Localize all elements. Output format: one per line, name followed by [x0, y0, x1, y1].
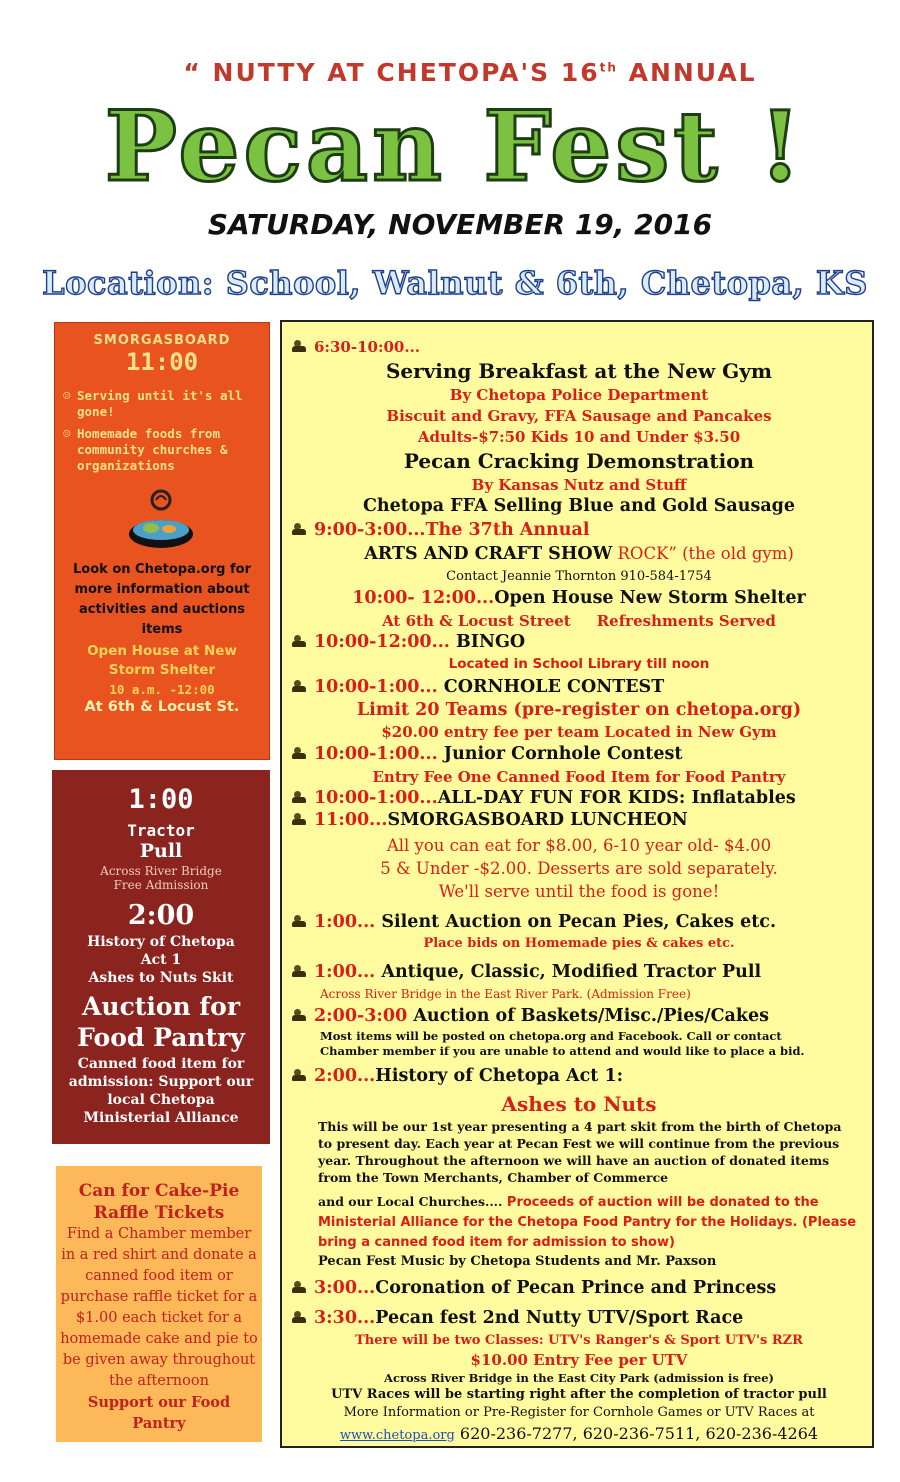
nut-icon: [292, 1008, 308, 1022]
item-time: 9:00-3:00...: [314, 520, 426, 540]
smorgasboard-heading: SMORGASBOARD: [93, 333, 231, 348]
history-line2: Act 1: [140, 952, 182, 968]
kicker-text: NUTTY AT CHETOPA'S 16: [212, 58, 600, 87]
schedule-item: [292, 520, 590, 540]
item-title: Open House New Storm Shelter: [494, 588, 806, 608]
raffle-heading1: Can for Cake-Pie: [78, 1181, 240, 1201]
item-detail: We'll serve until the food is gone!: [438, 882, 720, 901]
kicker-sup: th: [599, 60, 618, 75]
item-detail: 5 & Under -$2.00. Desserts are sold separately.: [380, 859, 778, 878]
item-time: 10:00-1:00...: [314, 677, 438, 697]
header-kicker: [140, 58, 800, 87]
storm-at: At 6th & Locust Street: [382, 612, 571, 630]
item-detail: More Information or Pre-Register for Cornhole Games or UTV Races at: [343, 1405, 815, 1420]
item-detail: There will be two Classes: UTV's Ranger's & Sport UTV's RZR: [355, 1333, 803, 1348]
item-title: Silent Auction on Pecan Pies, Cakes etc.: [375, 912, 777, 932]
tractor-box: [52, 770, 270, 1144]
item-subtitle: Ashes to Nuts: [501, 1092, 657, 1116]
arts-show: ARTS AND CRAFT SHOW: [364, 544, 613, 564]
tractor-time: 1:00: [128, 784, 194, 815]
item-title: Auction of Baskets/Misc./Pies/Cakes: [407, 1006, 769, 1026]
schedule-item: [292, 338, 420, 356]
item-detail: Located in School Library till noon: [448, 656, 710, 672]
item-title: The 37th Annual: [425, 520, 590, 540]
item-detail: [282, 612, 876, 630]
open-house-label: Open House at New Storm Shelter: [87, 643, 237, 678]
bullet-text: Serving until it's all gone!: [77, 388, 243, 419]
smorgasboard-box: [54, 322, 270, 760]
schedule-item: [292, 632, 525, 652]
open-house-place: At 6th & Locust St.: [84, 699, 240, 715]
storm-refreshments: Refreshments Served: [596, 612, 776, 630]
schedule-panel: [280, 320, 874, 1448]
item-time: 10:00-12:00...: [314, 632, 450, 652]
item-title: ALL-DAY FUN FOR KIDS: Inflatables: [437, 788, 796, 808]
item-detail: All you can eat for $8.00, 6-10 year old- $4.00: [386, 836, 772, 855]
item-time: 3:00...: [314, 1278, 376, 1298]
nut-icon: [292, 1068, 308, 1082]
schedule-item: [282, 588, 876, 608]
auction-line1: Auction for: [82, 992, 240, 1021]
history-line3: Ashes to Nuts Skit: [88, 970, 234, 986]
schedule-item: [292, 1066, 623, 1086]
smorgasboard-bullet: [55, 422, 269, 476]
smorgasboard-time: 11:00: [125, 348, 199, 376]
item-time: 2:00...: [314, 1066, 376, 1086]
item-time: 10:00- 12:00...: [352, 588, 495, 608]
item-title: Pecan fest 2nd Nutty UTV/Sport Race: [375, 1308, 744, 1328]
item-detail: [282, 544, 876, 564]
item-title: Serving Breakfast at the New Gym: [385, 359, 773, 383]
item-detail: By Kansas Nutz and Stuff: [471, 476, 687, 494]
history-time: 2:00: [127, 900, 195, 931]
nut-icon: [292, 964, 308, 978]
item-title: BINGO: [449, 632, 526, 652]
raffle-body: Find a Chamber member in a red shirt and donate a canned food item or purchase raffle ticket for a $1.00 each ticket for a homemade cake and pie to be given away throughout the afternoon: [60, 1226, 258, 1389]
item-time: 10:00-1:00...: [314, 744, 438, 764]
nut-icon: [292, 914, 308, 928]
raffle-foot: Support our Food Pantry: [87, 1394, 231, 1432]
kicker-tail: ANNUAL: [617, 58, 757, 87]
item-title: History of Chetopa Act 1:: [375, 1066, 624, 1086]
item-detail: Pecan Fest Music by Chetopa Students and Mr. Paxson: [318, 1254, 717, 1269]
nut-icon: [292, 746, 308, 760]
item-detail: Limit 20 Teams (pre-register on chetopa.org): [356, 700, 802, 720]
item-detail: Chetopa FFA Selling Blue and Gold Sausage: [362, 496, 796, 516]
schedule-item: [292, 744, 682, 764]
item-title: Pecan Cracking Demonstration: [403, 449, 755, 473]
schedule-item: [292, 788, 796, 808]
item-detail: Most items will be posted on chetopa.org and Facebook. Call or contact: [320, 1029, 782, 1043]
arts-rock: ROCK” (the old gym): [612, 544, 794, 563]
schedule-item: [292, 810, 688, 830]
item-paragraph: [318, 1192, 858, 1253]
event-date: SATURDAY, NOVEMBER 19, 2016: [207, 208, 713, 241]
item-detail: Contact Jeannie Thornton 910-584-1754: [446, 569, 712, 584]
nut-icon: [292, 522, 308, 536]
churches-text: and our Local Churches....: [318, 1194, 503, 1209]
smorgasboard-bullet: [55, 384, 269, 422]
item-title: SMORGASBOARD LUNCHEON: [387, 810, 688, 830]
item-title: Coronation of Pecan Prince and Princess: [375, 1278, 777, 1298]
contact-line: [282, 1424, 876, 1443]
item-detail: $20.00 entry fee per team Located in New Gym: [381, 723, 777, 741]
kicker-quote: “: [183, 58, 202, 87]
schedule-item: [292, 1006, 769, 1026]
auction-line2: Food Pantry: [77, 1023, 245, 1052]
nut-icon: [292, 634, 308, 648]
nut-icon: [292, 1310, 308, 1324]
tractor-line2: Pull: [139, 840, 183, 862]
history-line1: History of Chetopa: [87, 934, 235, 950]
nut-icon: [292, 1280, 308, 1294]
item-detail: Across River Bridge in the East City Park (admission is free): [384, 1371, 774, 1385]
item-time: 1:00...: [314, 912, 376, 932]
item-detail: Across River Bridge in the East River Park. (Admission Free): [320, 987, 691, 1001]
canned-admission: Canned food item for admission: Support our local Chetopa Ministerial Alliance: [68, 1056, 254, 1126]
bullet-text: Homemade foods from community churches & organizations: [77, 426, 228, 473]
item-detail: UTV Races will be starting right after the completion of tractor pull: [331, 1387, 827, 1402]
item-time: 1:00...: [314, 962, 376, 982]
nut-icon: [292, 679, 308, 693]
item-title: Junior Cornhole Contest: [437, 744, 683, 764]
bullet-icon: ☺: [63, 388, 71, 403]
page-title: Pecan Fest !: [104, 90, 806, 203]
item-time: 10:00-1:00...: [314, 788, 438, 808]
item-title: Antique, Classic, Modified Tractor Pull: [375, 962, 762, 982]
item-paragraph: This will be our 1st year presenting a 4 part skit from the birth of Chetopa to present day. Each year at Pecan Fest we will continue from the previous year. Throughout the afternoon we will have an auction of donated items from the Town Merchants, Chamber of Commerce: [318, 1119, 842, 1185]
item-time: 11:00...: [314, 810, 388, 830]
item-detail: Chamber member if you are unable to attend and would like to place a bid.: [320, 1044, 805, 1058]
tractor-line1: Tractor: [127, 821, 195, 840]
schedule-item: [292, 962, 761, 982]
item-time: 6:30-10:00...: [314, 338, 421, 356]
item-detail: $10.00 Entry Fee per UTV: [470, 1351, 688, 1369]
event-location: Location: School, Walnut & 6th, Chetopa, KS: [42, 264, 868, 302]
item-detail: Adults-$7:50 Kids 10 and Under $3.50: [417, 428, 741, 446]
nut-icon: [292, 339, 308, 353]
schedule-item: [292, 912, 776, 932]
tractor-sub1: Across River Bridge: [100, 864, 222, 878]
item-detail: Biscuit and Gravy, FFA Sausage and Pancakes: [386, 407, 772, 425]
raffle-box: [56, 1166, 262, 1442]
open-house-time: 10 a.m. -12:00: [109, 682, 215, 697]
smorgasboard-look: Look on Chetopa.org for more information about activities and auctions items: [73, 562, 251, 637]
tractor-sub2: Free Admission: [113, 878, 209, 892]
schedule-item: [292, 1278, 776, 1298]
raffle-heading2: Raffle Tickets: [93, 1203, 225, 1223]
nut-icon: [292, 790, 308, 804]
schedule-item: [292, 677, 664, 697]
food-icon: [55, 486, 269, 560]
item-detail: Entry Fee One Canned Food Item for Food Pantry: [372, 768, 786, 786]
proceeds-text: Proceeds of auction will be donated to the Ministerial Alliance for the Chetopa Food Pantry for the Holidays. (Please bring a canned food item for admission to show): [318, 1195, 857, 1250]
item-detail: By Chetopa Police Department: [449, 386, 709, 404]
schedule-item: [292, 1308, 743, 1328]
nut-icon: [292, 812, 308, 826]
phone-numbers: 620-236-7277, 620-236-7511, 620-236-4264: [454, 1424, 819, 1443]
item-detail: Place bids on Homemade pies & cakes etc.: [423, 936, 735, 951]
website-link[interactable]: www.chetopa.org: [339, 1428, 455, 1443]
item-title: CORNHOLE CONTEST: [437, 677, 665, 697]
item-time: 2:00-3:00: [314, 1006, 408, 1026]
item-time: 3:30...: [314, 1308, 376, 1328]
bullet-icon: ☺: [63, 426, 71, 441]
